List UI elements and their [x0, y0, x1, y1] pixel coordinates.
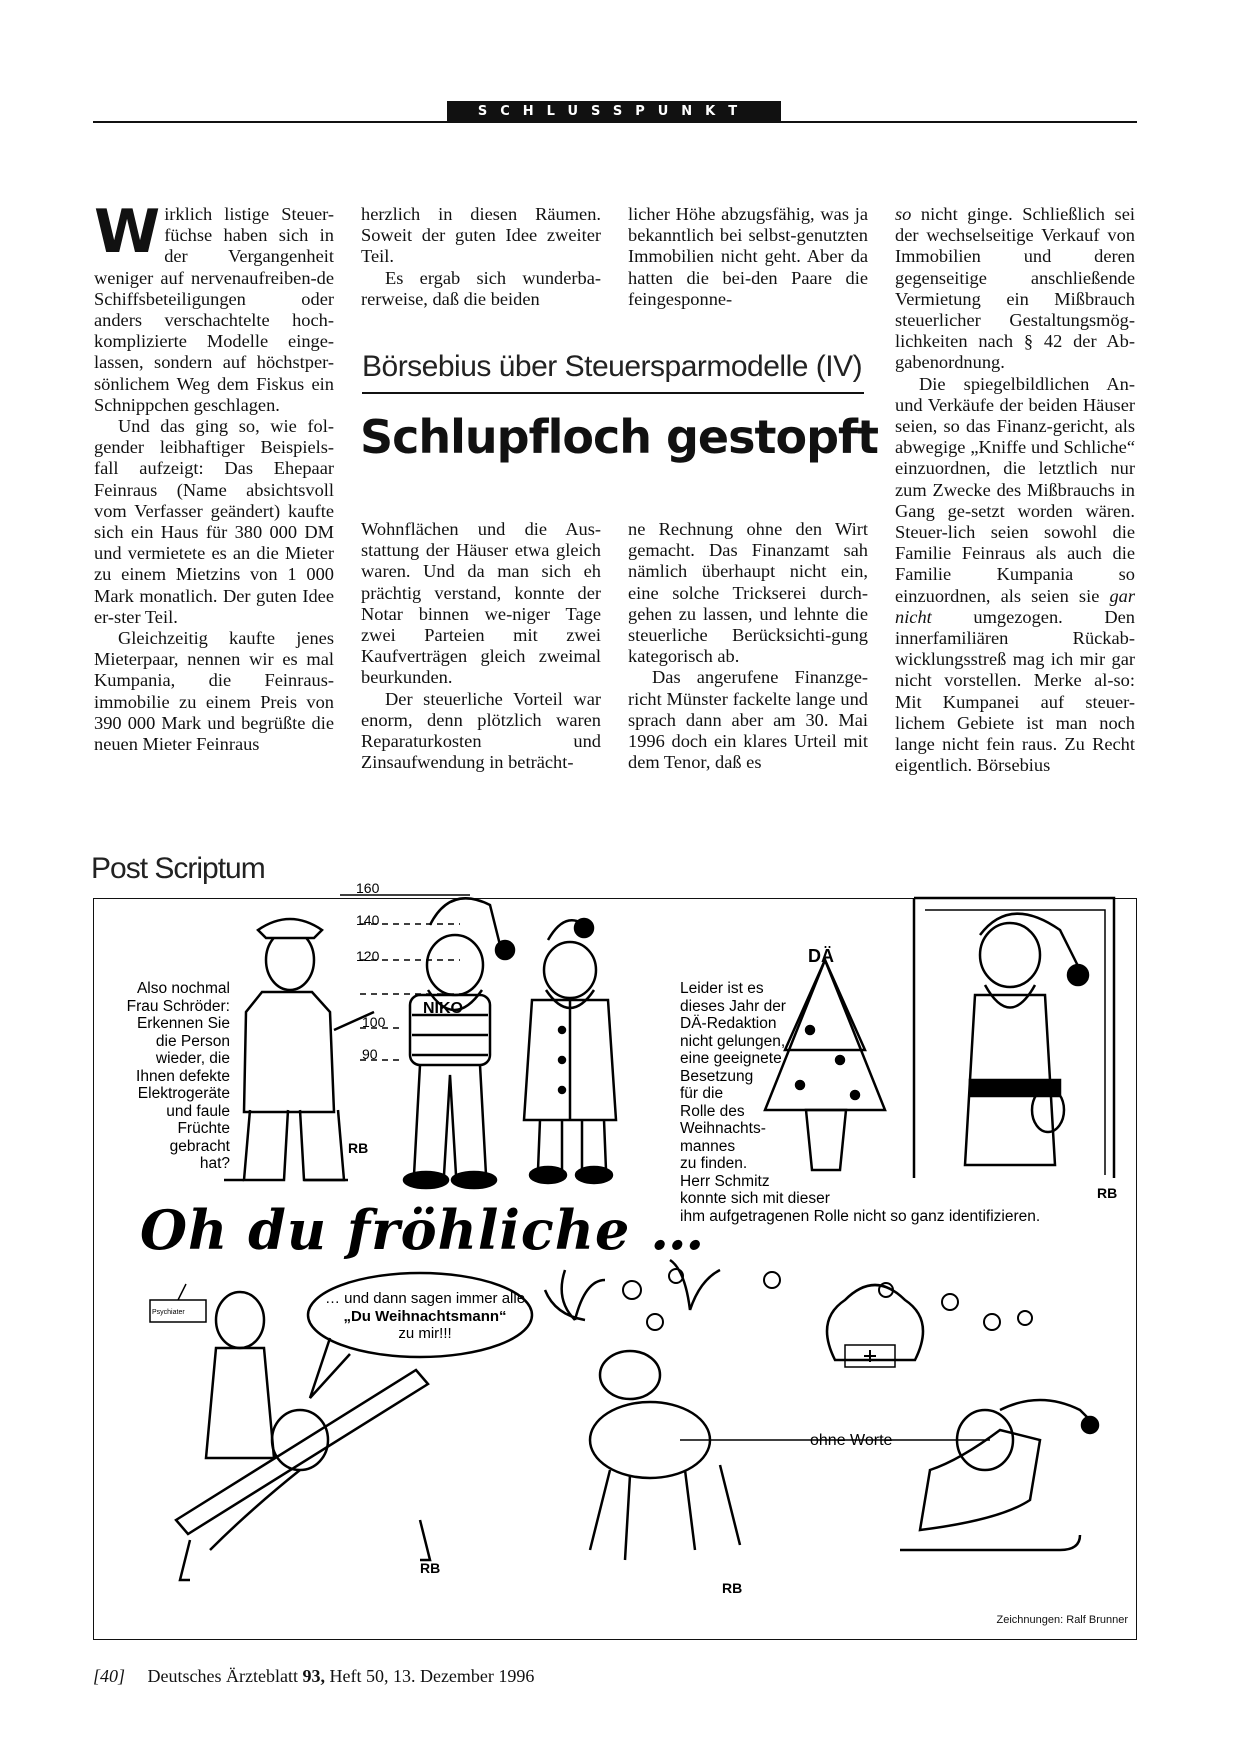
article-kicker: Börsebius über Steuersparmodelle (IV) [362, 350, 863, 383]
drawing-credit: Zeichnungen: Ralf Brunner [996, 1614, 1128, 1626]
paragraph: herzlich in diesen Räumen. Soweit der guten Idee zweiter Teil. [361, 204, 601, 267]
artist-signature: RB [348, 1140, 369, 1156]
lineup-mark: 100 [362, 1014, 386, 1030]
cartoon2-caption: Leider ist es dieses Jahr der DÄ-Redaktion nicht gelungen, eine geeignete Besetzung für die Rolle des Weihnachts- mannes zu finden. Herr Schmitz konnte sich mit dieser ihm aufgetragenen Rolle nicht so ganz identifizieren. [680, 980, 1041, 1225]
paragraph: licher Höhe abzugsfähig, was ja bekanntlich bei selbst-genutzten Immobilien nicht geht. Aber da hatten die bei-den Paare die feingesponne- [628, 204, 868, 309]
paragraph: irklich listige Steuer-füchse haben sich in der Vergangenheit weniger auf nervenaufreiben-de Schiffsbeteiligungen oder anders verschachtelte hoch-komplizierte Modelle einge-lassen, sondern auf höchstper-sönlichem Weg dem Fiskus ein Schnippchen geschlagen. [94, 204, 334, 415]
paragraph: Wohnflächen und die Aus-stattung der Häuser etwa gleich waren. Und da man sich eh prächtig verstand, konnte der Notar binnen we-niger Tage zwei Parteien mit zwei Kaufverträgen gleich zweimal beurkunden. [361, 519, 601, 688]
lineup-mark: 90 [362, 1046, 378, 1062]
santa-striped-figure [404, 898, 514, 1188]
speech-bubble-text: … und dann sagen immer alle „Du Weihnachtsmann“ zu mir!!! [324, 1290, 526, 1342]
artist-signature: RB [420, 1560, 441, 1576]
paragraph: Der steuerliche Vorteil war enorm, denn plötzlich waren Reparaturkosten und Zinsaufwendung in beträcht- [361, 688, 601, 773]
tree-label: DÄ [808, 946, 834, 966]
paragraph: Es ergab sich wunderba-rerweise, daß die beiden [361, 267, 601, 309]
article-headline: Schlupfloch gestopft [360, 410, 879, 464]
cartoon1-caption: Also nochmal Frau Schröder: Erkennen Sie die Person wieder, die Ihnen defekte Elektrogeräte und faule Früchte gebracht hat? [126, 980, 230, 1172]
paragraph: Und das ging so, wie fol-gender leibhaftiger Beispiels-fall aufzeigt: Das Ehepaar Feinraus (Name absichtsvoll vom Verfasser geändert) kaufte sich ein Haus für 380 000 DM und vermietete es an die Mieter zu einem Mietzins von 1 000 Mark monatlich. Der guten Idee er-ster Teil. [94, 416, 334, 627]
page-number: [40] [93, 1666, 126, 1686]
lineup-mark: 160 [356, 880, 380, 896]
paragraph: nicht ginge. Schließlich sei der wechselseitige Verkauf von Immobilien und deren gegenseitige anschließende Vermietung ein Mißbrauch steuerlicher Gestaltungsmög-lichkeiten nach § 42 der Ab-gabenordnung. [895, 204, 1135, 373]
emphasis: gar nicht [895, 585, 1135, 627]
paragraph: ne Rechnung ohne den Wirt gemacht. Das Finanzamt sah nämlich überhaupt nicht ein, eine solche Trickserei durch-gehen zu lassen, und lehnte die steuerliche Berücksichti-gung kategorisch ab. [628, 519, 868, 667]
shirt-label: NIKO [423, 1000, 463, 1017]
journal-volume: 93, [302, 1666, 325, 1686]
journal-issue: Heft 50, 13. Dezember 1996 [329, 1666, 535, 1686]
paragraph: Die spiegelbildlichen An- und Verkäufe der beiden Häuser seien, so das Finanz-gericht, als abwegige „Kniffe und Schliche“ einzuordnen, die letztlich nur zum Zwecke des Mißbrauchs in Gang ge-setzt worden wären. Steuer-lich seien sowohl die Familie Feinraus als auch die Familie Kumpania so einzuordnen, als seien sie [895, 373, 1135, 606]
page-footer [93, 1666, 534, 1687]
santa-coat-figure [524, 919, 616, 1183]
paragraph: umgezogen. Den innerfamiliären Rückab-wicklungsstreß mag ich mir gar nicht vorstellen. Merke al-so: Mit Kumpanei auf steuer-lichem Gebiete ist man noch lange nicht fein raus. Zu Recht eigentlich. Börsebius [895, 606, 1135, 776]
cartoon-big-caption: Oh du fröhliche … [140, 1198, 706, 1262]
office-sign: Psychiater [152, 1309, 185, 1316]
reindeer-sleigh-scene [545, 1260, 1098, 1560]
postscriptum-title: Post Scriptum [91, 852, 265, 885]
artist-signature: RB [1097, 1185, 1118, 1201]
lineup-mark: 140 [356, 912, 380, 928]
artist-signature: RB [722, 1580, 743, 1596]
drop-cap: W [94, 197, 161, 267]
paragraph: Das angerufene Finanzge-richt Münster fackelte lange und sprach dann aber am 30. Mai 1996 doch ein klares Urteil mit dem Tenor, daß es [628, 667, 868, 773]
paragraph: Gleichzeitig kaufte jenes Mieterpaar, nennen wir es mal Kumpania, die Feinraus-immobilie zu einem Preis von 390 000 Mark und begrüßte die neuen Mieter Feinraus [94, 628, 334, 755]
section-tag: SCHLUSSPUNKT [447, 101, 781, 122]
emphasis: so [895, 204, 912, 224]
lineup-mark: 120 [356, 948, 380, 964]
journal-name: Deutsches Ärzteblatt [147, 1666, 298, 1686]
no-words-caption: ohne Worte [810, 1432, 893, 1449]
